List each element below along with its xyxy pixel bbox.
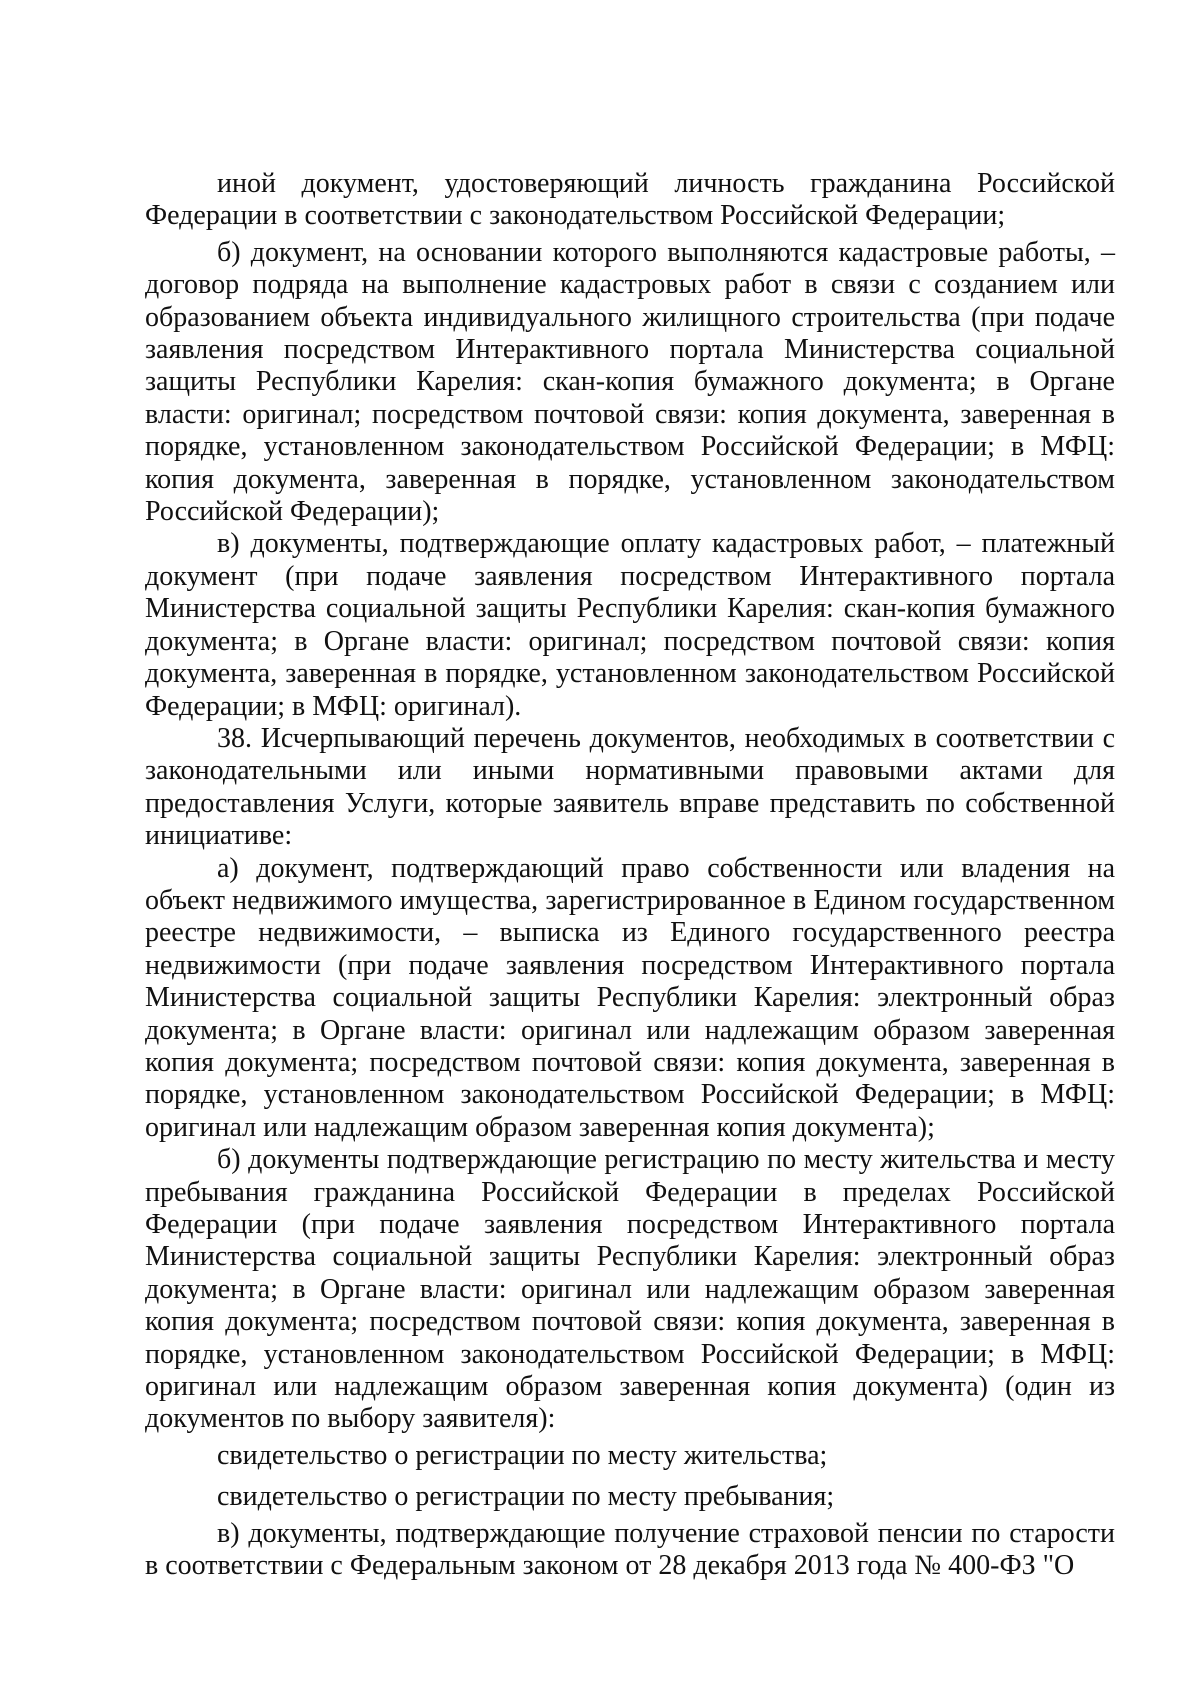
- paragraph-section-38: 38. Исчерпывающий перечень документов, необходимых в соответствии с законодательными или иными нормативными правовыми актами для предоставления Услуги, которые заявитель вправе представить по собственной инициативе:: [145, 722, 1115, 852]
- paragraph-identity-document: иной документ, удостоверяющий личность гражданина Российской Федерации в соответствии с законодательством Российской Федерации;: [145, 168, 1115, 232]
- paragraph-item-b-registration: б) документы подтверждающие регистрацию по месту жительства и месту пребывания гражданина Российской Федерации в пределах Российской Федерации (при подаче заявления посредством Интерактивного портала Министерства социальной защиты Республики Карелия: электронный образ документа; в Органе власти: оригинал или надлежащим образом заверенная копия документа; посредством почтовой связи: копия документа, заверенная в порядке, установленном законодательством Российской Федерации; в МФЦ: оригинал или надлежащим образом заверенная копия документа) (один из документов по выбору заявителя):: [145, 1144, 1115, 1435]
- paragraph-stay-certificate: свидетельство о регистрации по месту пребывания;: [217, 1481, 835, 1513]
- paragraph-item-v-payment-documents: в) документы, подтверждающие оплату кадастровых работ, – платежный документ (при подаче заявления посредством Интерактивного портала Министерства социальной защиты Республики Карелия: скан-копия бумажного документа; в Органе власти: оригинал; посредством почтовой связи: копия документа, заверенная в порядке, установленном законодательством Российской Федерации; в МФЦ: оригинал).: [145, 528, 1115, 722]
- document-page: [145, 168, 1115, 1582]
- paragraph-residence-certificate: свидетельство о регистрации по месту жительства;: [217, 1439, 828, 1471]
- paragraph-item-a-ownership: а) документ, подтверждающий право собственности или владения на объект недвижимого имущества, зарегистрированное в Едином государственном реестре недвижимости, – выписка из Единого государственного реестра недвижимости (при подаче заявления посредством Интерактивного портала Министерства социальной защиты Республики Карелия: электронный образ документа; в Органе власти: оригинал или надлежащим образом заверенная копия документа; посредством почтовой связи: копия документа, заверенная в порядке, установленном законодательством Российской Федерации; в МФЦ: оригинал или надлежащим образом заверенная копия документа);: [145, 852, 1115, 1143]
- paragraph-item-b-cadastral-contract: б) документ, на основании которого выполняются кадастровые работы, – договор подряда на выполнение кадастровых работ в связи с созданием или образованием объекта индивидуального жилищного строительства (при подаче заявления посредством Интерактивного портала Министерства социальной защиты Республики Карелия: скан-копия бумажного документа; в Органе власти: оригинал; посредством почтовой связи: копия документа, заверенная в порядке, установленном законодательством Российской Федерации; в МФЦ: копия документа, заверенная в порядке, установленном законодательством Российской Федерации);: [145, 236, 1115, 528]
- paragraph-item-v-pension: в) документы, подтверждающие получение страховой пенсии по старости в соответствии с Федеральным законом от 28 декабря 2013 года № 400-ФЗ "О: [145, 1517, 1115, 1582]
